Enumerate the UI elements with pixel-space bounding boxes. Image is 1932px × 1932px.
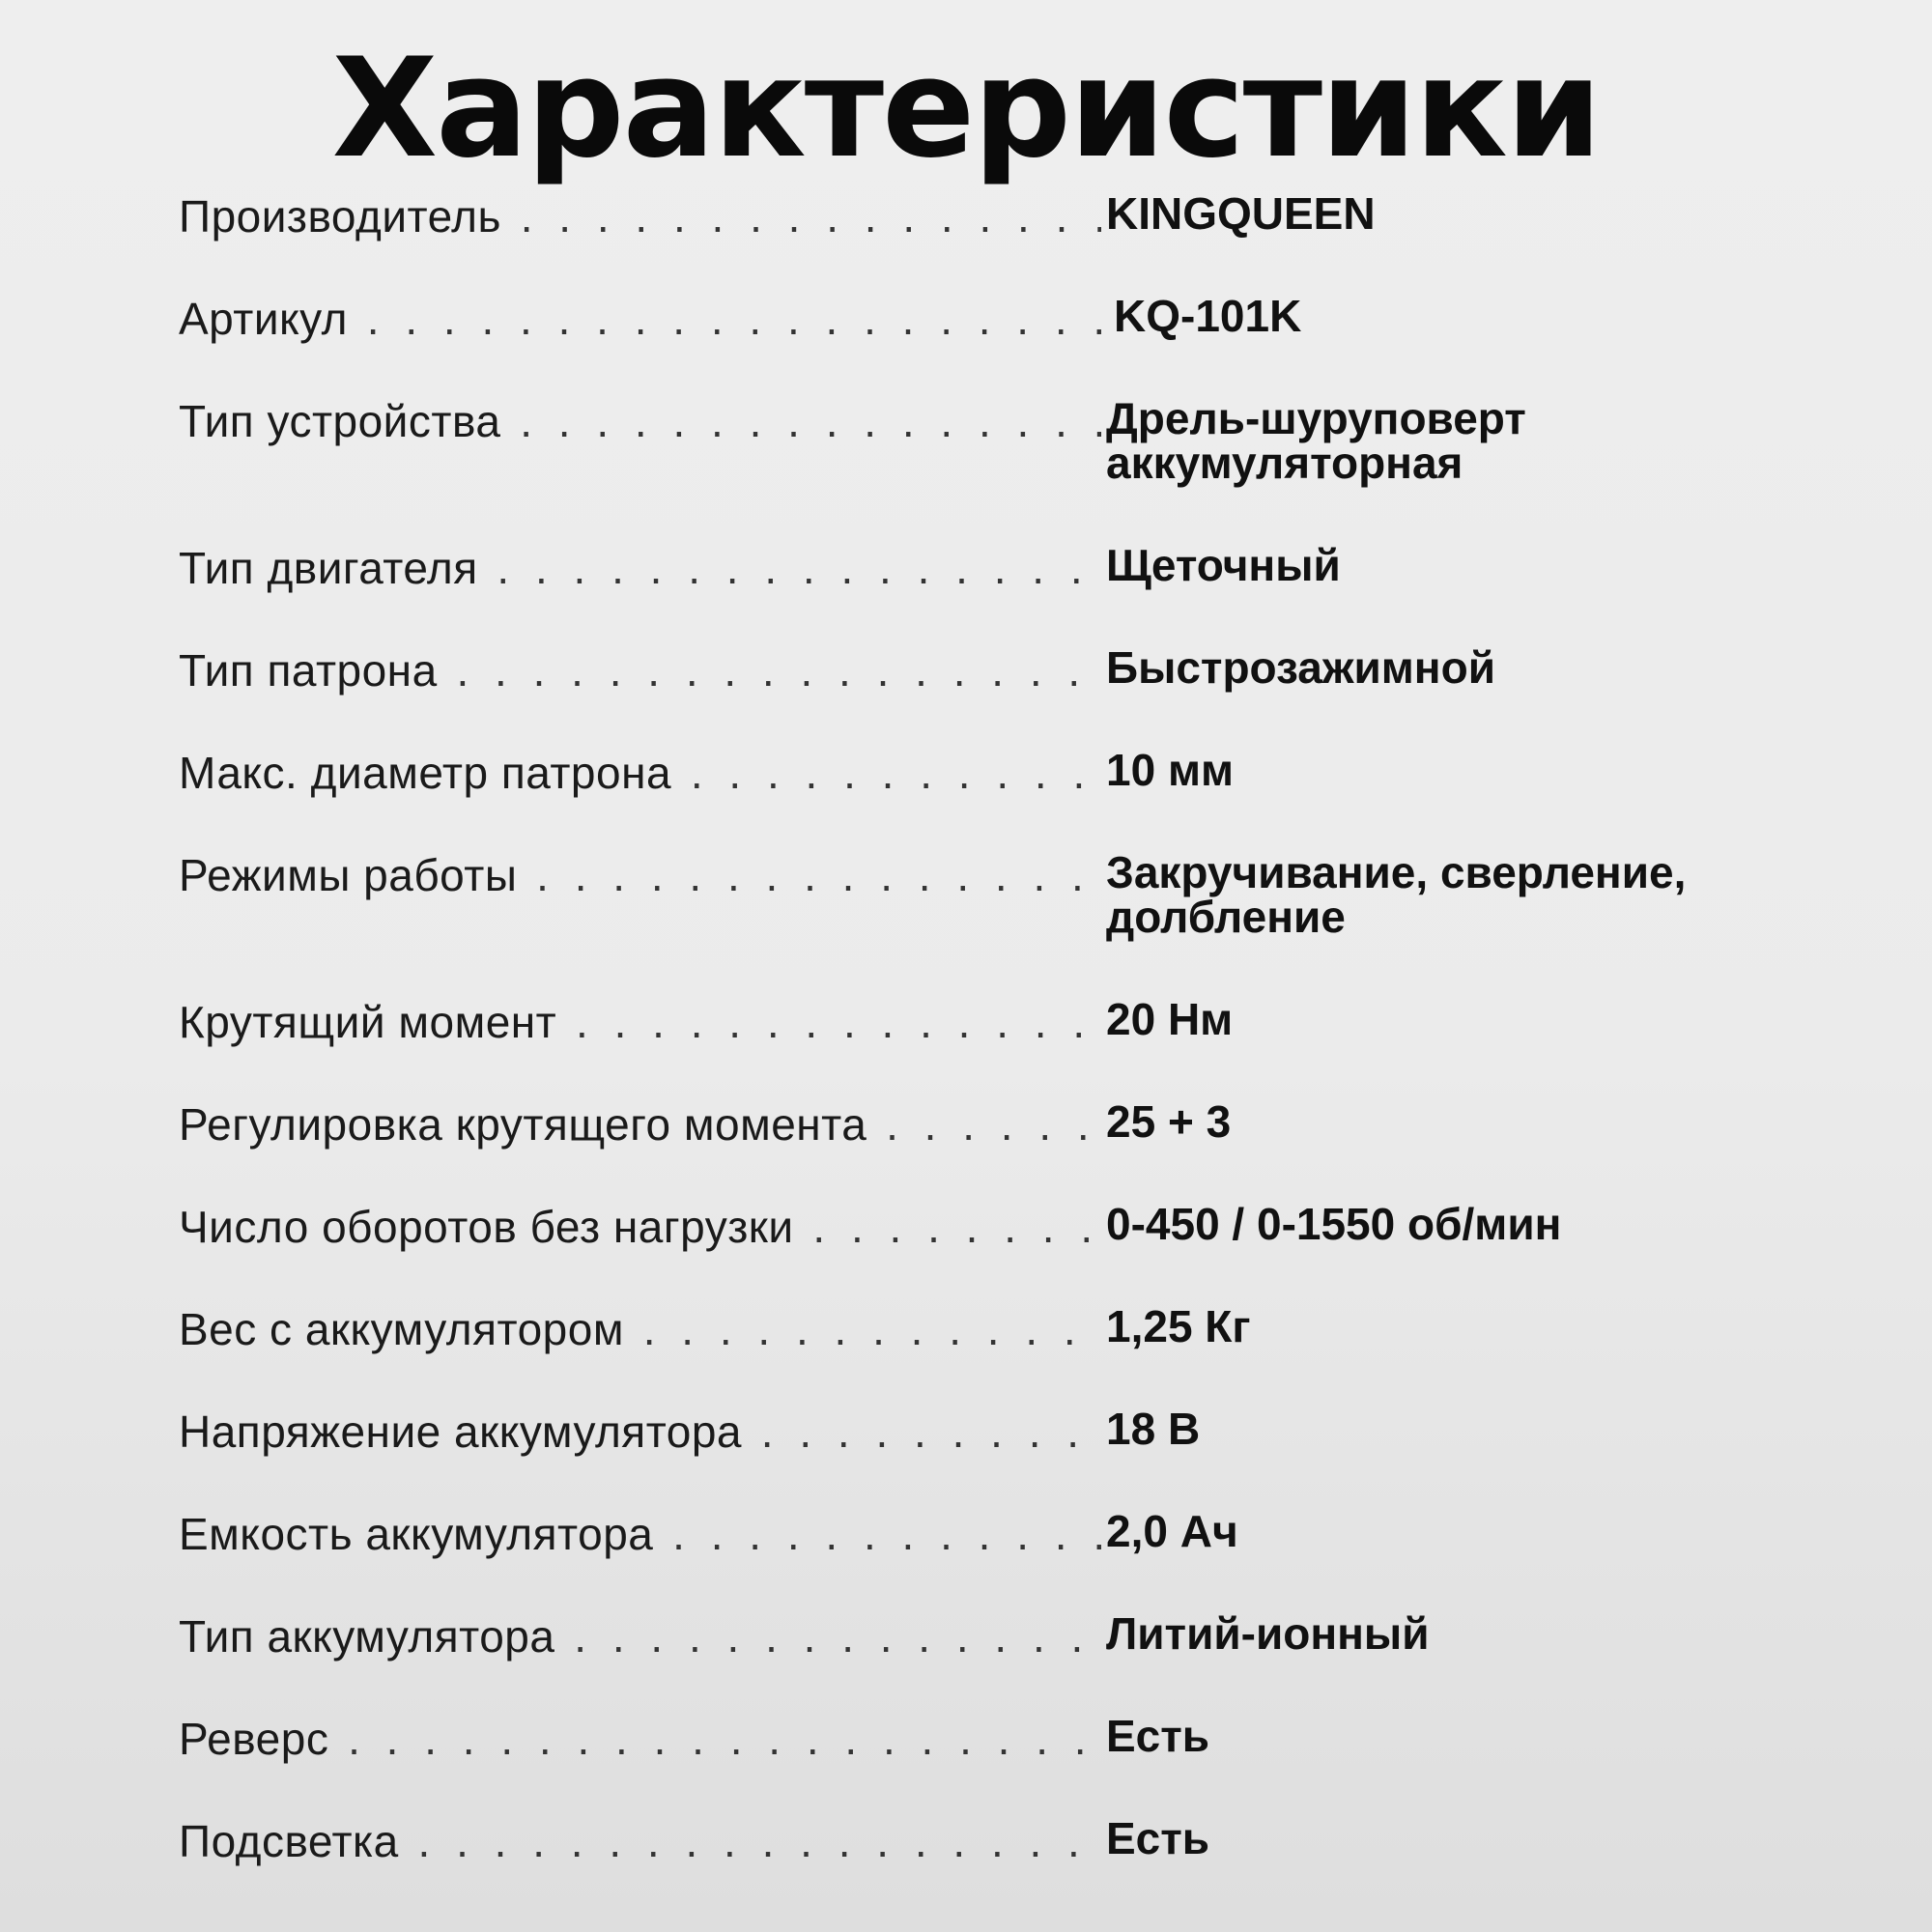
spec-row-chuck-diameter [179,745,1821,844]
spec-value: 2,0 Ач [1106,1506,1238,1556]
spec-value: Есть [1106,1813,1210,1863]
spec-value: Быстрозажимной [1106,642,1495,693]
spec-value: Литий-ионный [1106,1608,1430,1659]
spec-value: KQ-101K [1114,291,1302,341]
spec-label: Артикул . . . [179,294,1101,344]
spec-label: Тип патрона . . . [179,645,1101,696]
spec-value: 0-450 / 0-1550 об/мин [1106,1199,1562,1249]
spec-row-chuck-type [179,642,1821,742]
spec-row-motor-type [179,540,1821,639]
spec-label: Тип двигателя . . . [179,543,1101,593]
spec-row-device-type [179,393,1821,493]
spec-row-modes [179,847,1821,947]
spec-label: Режимы работы . . . [179,850,1101,900]
spec-value: 1,25 Кг [1106,1301,1251,1351]
spec-value: 10 мм [1106,745,1235,795]
spec-label: Тип аккумулятора . . . [179,1611,1101,1662]
spec-row-torque-adjust [179,1096,1821,1196]
spec-row-manufacturer [179,188,1821,288]
spec-label: Тип устройства . . . [179,396,1101,446]
spec-label: Регулировка крутящего момента . . . [179,1099,1101,1150]
spec-value: 25 + 3 [1106,1096,1232,1147]
spec-row-reverse [179,1711,1821,1810]
spec-row-voltage [179,1406,1821,1503]
spec-label: Число оборотов без нагрузки . . . [179,1202,1101,1252]
spec-value: 20 Нм [1106,994,1234,1044]
spec-label: Емкость аккумулятора . . . [179,1509,1101,1559]
spec-value: KINGQUEEN [1106,188,1376,239]
spec-row-capacity [179,1506,1821,1605]
spec-row-weight [179,1301,1821,1401]
spec-label: Реверс . . . [179,1714,1101,1764]
spec-label: Подсветка . . . [179,1816,1101,1866]
spec-label: Вес с аккумулятором . . . [179,1304,1101,1354]
spec-row-torque [179,994,1821,1094]
spec-value: Есть [1106,1711,1210,1761]
spec-row-battery-type [179,1608,1821,1708]
spec-label: Крутящий момент . . . [179,997,1101,1047]
page-title: Характеристики [331,29,1601,188]
spec-row-light [179,1813,1821,1913]
spec-value: 18 В [1106,1404,1201,1454]
spec-row-rpm [179,1199,1821,1298]
spec-label: Напряжение аккумулятора . . . [179,1406,1101,1457]
spec-label: Макс. диаметр патрона . . . [179,748,1101,798]
spec-value: Закручивание, сверление, долбление [1106,847,1687,942]
spec-label: Производитель . . . [179,191,1101,242]
spec-value: Щеточный [1106,540,1341,590]
spec-row-article [179,291,1821,390]
spec-value: Дрель-шуруповерт аккумуляторная [1106,393,1526,488]
